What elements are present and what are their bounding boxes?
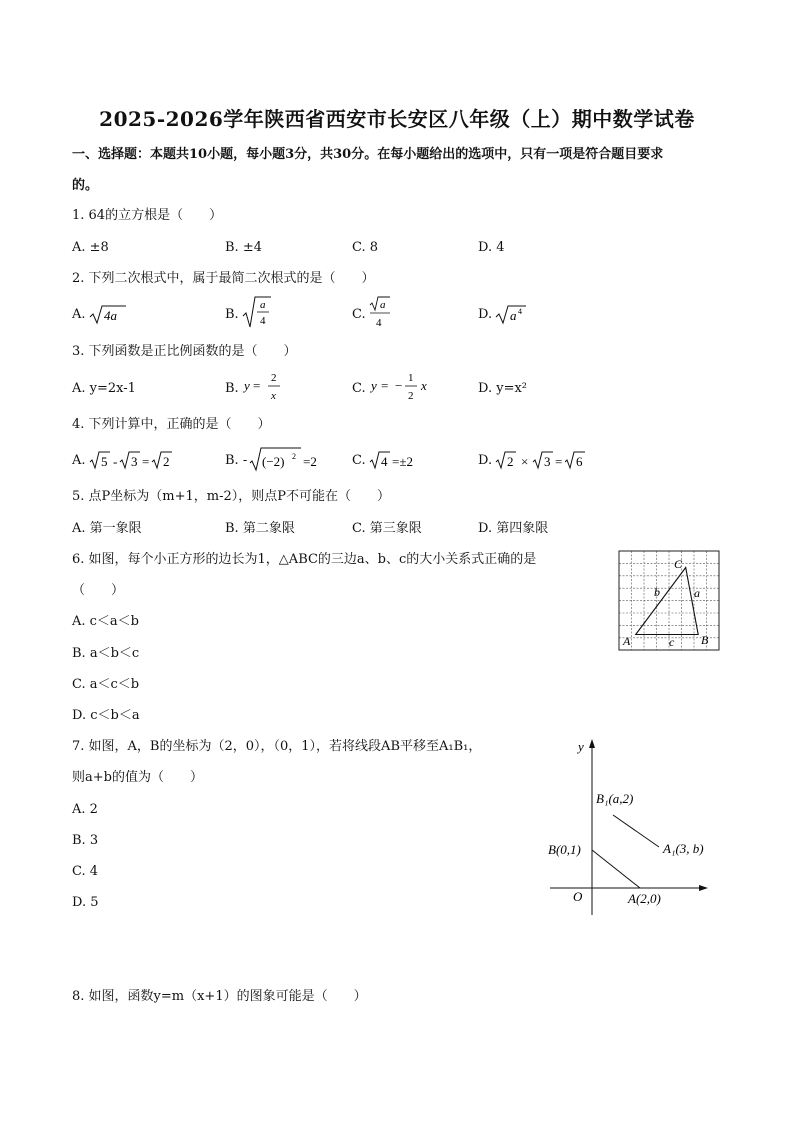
q3-stem: 3. 下列函数是正比例函数的是（ ） <box>72 344 297 359</box>
page-title: 2025-2026学年陕西省西安市长安区八年级（上）期中数学试卷 <box>99 107 695 131</box>
q2-option-b-label: B. <box>225 307 239 322</box>
q7-option-b: B. 3 <box>72 833 99 848</box>
q4-stem: 4. 下列计算中，正确的是（ ） <box>72 417 271 432</box>
svg-text:−: − <box>395 378 403 393</box>
q6-grid-figure <box>618 550 722 652</box>
q2-option-d-formula <box>494 301 530 327</box>
q5-option-d: D. 第四象限 <box>478 521 549 536</box>
svg-text:2: 2 <box>408 390 414 402</box>
svg-text:4: 4 <box>381 454 388 469</box>
svg-text:-: - <box>113 454 118 469</box>
q1-option-b: B. ±4 <box>225 240 262 255</box>
q6-option-b: B. a＜b＜c <box>72 646 140 661</box>
svg-text:=2: =2 <box>303 454 317 469</box>
q6-option-c: C. a＜c＜b <box>72 677 140 692</box>
svg-text:x: x <box>271 390 276 402</box>
svg-text:2: 2 <box>507 454 514 469</box>
svg-text:(−2): (−2) <box>262 454 285 469</box>
q1-option-d: D. 4 <box>478 240 505 255</box>
q7-y-axis-label: y <box>578 739 584 754</box>
q6-option-d: D. c＜b＜a <box>72 708 140 723</box>
q4-option-a-formula <box>88 447 178 473</box>
q4-option-a-label: A. <box>72 453 86 468</box>
svg-text:=: = <box>142 454 150 469</box>
svg-text:a: a <box>260 299 266 311</box>
q2-stem: 2. 下列二次根式中，属于最简二次根式的是（ ） <box>72 271 375 286</box>
q4-option-b-label: B. - <box>225 453 248 468</box>
svg-text:4a: 4a <box>104 308 117 323</box>
q1-stem: 1. 64的立方根是（ ） <box>72 208 223 223</box>
svg-text:=: = <box>555 454 563 469</box>
svg-text:1: 1 <box>408 372 414 384</box>
q5-option-c: C. 第三象限 <box>352 521 422 536</box>
q2-option-b-formula <box>241 294 273 330</box>
q7-stem-line1: 7. 如图，A，B的坐标为（2，0），（0，1），若将线段AB平移至A₁B₁， <box>72 739 482 754</box>
q7-origin-label: O <box>573 889 583 904</box>
svg-text:4: 4 <box>518 307 522 316</box>
q5-option-a: A. 第一象限 <box>72 521 142 536</box>
q7-stem-line2: 则a+b的值为（ ） <box>72 770 203 785</box>
q3-option-d: D. y=x² <box>478 381 528 396</box>
q7-label-B: B(0,1) <box>548 842 581 857</box>
svg-text:×: × <box>521 454 529 469</box>
q6-stem-line2: （ ） <box>72 583 125 598</box>
q3-option-b-label: B. <box>225 381 239 396</box>
q7-label-A1: A₁(3, b) <box>663 841 704 856</box>
q3-option-c-label: C. <box>352 381 366 396</box>
q2-option-a-formula <box>88 301 128 327</box>
svg-text:a: a <box>510 308 517 323</box>
q6-label-B: B <box>701 633 709 647</box>
q6-label-side-c: c <box>669 635 675 649</box>
q2-option-a-label: A. <box>72 307 86 322</box>
q8-stem: 8. 如图，函数y=m（x+1）的图象可能是（ ） <box>72 989 367 1004</box>
q2-option-c-formula <box>368 295 396 331</box>
section-instruction-line1: 一、选择题：本题共10小题，每小题3分，共30分。在每小题给出的选项中，只有一项是符合题目要求 <box>72 147 664 162</box>
q7-coordinate-figure <box>540 733 730 923</box>
svg-text:2: 2 <box>271 372 277 384</box>
q6-label-A: A <box>623 634 631 648</box>
svg-text:2: 2 <box>292 452 296 461</box>
svg-text:4: 4 <box>376 317 382 329</box>
svg-text:2: 2 <box>163 454 170 469</box>
svg-text:3: 3 <box>544 454 551 469</box>
q5-option-b: B. 第二象限 <box>225 521 295 536</box>
svg-text:y: y <box>371 378 377 393</box>
q5-stem: 5. 点P坐标为（m+1，m-2），则点P不可能在（ ） <box>72 489 391 504</box>
q4-option-c-formula <box>368 447 422 473</box>
q6-label-C: C <box>674 557 683 571</box>
q4-option-b-formula <box>249 444 321 474</box>
q7-option-d: D. 5 <box>72 895 99 910</box>
q3-option-c-formula <box>368 368 438 404</box>
q4-option-d-formula <box>494 447 594 473</box>
q7-option-c: C. 4 <box>72 864 99 879</box>
q6-label-side-a: a <box>694 586 700 600</box>
q4-option-d-label: D. <box>478 453 493 468</box>
svg-text:x: x <box>421 378 427 393</box>
svg-text:6: 6 <box>576 454 583 469</box>
svg-text:4: 4 <box>260 315 266 327</box>
q6-option-a: A. c＜a＜b <box>72 614 140 629</box>
q1-option-a: A. ±8 <box>72 240 109 255</box>
q2-option-d-label: D. <box>478 307 493 322</box>
q1-option-c: C. 8 <box>352 240 379 255</box>
q3-option-a: A. y=2x-1 <box>72 381 136 396</box>
svg-text:=±2: =±2 <box>392 454 413 469</box>
q7-label-B1: B₁(a,2) <box>596 791 634 806</box>
svg-text:3: 3 <box>131 454 138 469</box>
q3-option-b-formula <box>241 368 285 404</box>
svg-text:a: a <box>380 299 386 311</box>
svg-text:y: y <box>244 378 250 393</box>
q4-option-c-label: C. <box>352 453 366 468</box>
q7-label-A: A(2,0) <box>628 891 661 906</box>
svg-text:5: 5 <box>101 454 108 469</box>
q6-label-side-b: b <box>654 585 660 599</box>
section-instruction-line2: 的。 <box>72 178 99 193</box>
q6-stem-line1: 6. 如图，每个小正方形的边长为1，△ABC的三边a、b、c的大小关系式正确的是 <box>72 552 537 567</box>
svg-text:=: = <box>253 378 261 393</box>
q2-option-c-label: C. <box>352 307 366 322</box>
svg-text:=: = <box>381 378 389 393</box>
q7-option-a: A. 2 <box>72 802 98 817</box>
